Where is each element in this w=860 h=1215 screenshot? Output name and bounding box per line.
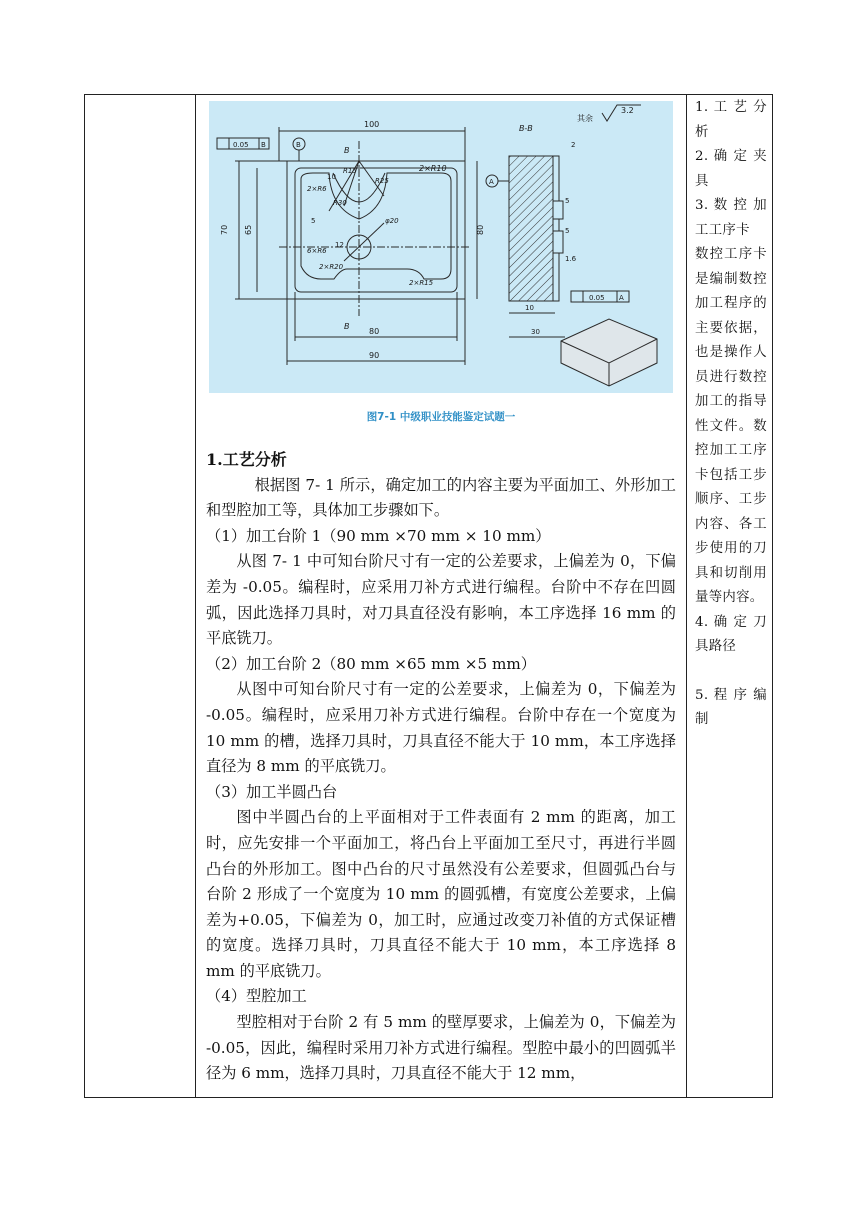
- label-r25: R25: [375, 177, 389, 185]
- drawing-background: [209, 101, 673, 393]
- step4-title: （4）型腔加工: [206, 987, 307, 1006]
- section-step: [553, 156, 559, 301]
- label-datum-a: A: [489, 178, 494, 186]
- section1-title: 1.工艺分析: [206, 450, 287, 469]
- label-tol-left: 0.05: [233, 141, 249, 149]
- label-dim-30: 30: [531, 328, 540, 336]
- side-item-3: 3. 数 控 加工工序卡: [695, 198, 767, 238]
- label-dim-100: 100: [364, 120, 380, 129]
- section-slot-1: [553, 201, 563, 219]
- side-item-3-body: 数控工序卡是编制数控加工程序的主要依据，也是操作人员进行数控加工的指导性文件。数控加工工序卡包括工步顺序、工步内容、各工步使用的刀具和切削用量等内容。: [695, 247, 767, 605]
- side-item-2: 2. 确 定 夹具: [695, 149, 767, 189]
- side-item-4: 4. 确 定 刀具路径: [695, 614, 767, 654]
- label-tol-5b: 5: [565, 227, 570, 235]
- label-tol-right: 0.05: [589, 294, 605, 302]
- label-r30: R30: [333, 199, 347, 207]
- lesson-table: [84, 94, 773, 1098]
- label-phi20: φ20: [385, 217, 399, 225]
- side-gap: [695, 660, 767, 684]
- left-blank-cell: [85, 95, 196, 1098]
- label-roughness-val: 3.2: [621, 106, 634, 115]
- diameter-leader: [344, 223, 384, 261]
- main-content-cell: [196, 95, 687, 1098]
- side-notes-cell: [687, 95, 773, 1098]
- label-r6-top: 2×R6: [307, 185, 327, 193]
- label-dim-65: 65: [244, 224, 253, 235]
- label-roughness-rest: 其余: [577, 114, 593, 123]
- side-item-5: 5. 程 序 编制: [695, 687, 767, 727]
- step2-title: （2）加工台阶 2（80 mm ×65 mm ×5 mm）: [206, 654, 536, 673]
- label-r15-top: R15: [343, 167, 357, 175]
- label-r6-left: 6×R6: [307, 247, 327, 255]
- label-dim-10h: 10: [525, 304, 534, 312]
- label-b-bottom: B: [344, 322, 350, 331]
- label-dim-80v: 80: [476, 224, 485, 235]
- engineering-drawing: [209, 101, 673, 393]
- step4-body: 型腔相对于台阶 2 有 5 mm 的壁厚要求，上偏差为 0，下偏差为 -0.05，因此，编程时采用刀补方式进行编程。型腔中最小的凹圆弧半径为 6 mm，选择刀具时，刀具直径不能大于 12 mm，: [206, 1013, 676, 1083]
- technical-drawing-figure: [209, 101, 673, 425]
- label-dim-70: 70: [220, 224, 229, 235]
- side-item-1: 1. 工 艺 分析: [695, 100, 767, 140]
- label-dim-5: 5: [311, 217, 316, 225]
- step1-body: 从图 7- 1 中可知台阶尺寸有一定的公差要求，上偏差为 0，下偏差为 -0.05。编程时，应采用刀补方式进行编程。台阶中不存在凹圆弧，因此选择刀具时，对刀具直径没有影响，本工序选择 16 mm 的平底铣刀。: [206, 552, 676, 648]
- label-tol-5a: 5: [565, 197, 570, 205]
- label-section-bb: B-B: [519, 124, 533, 133]
- label-dim-12: 12: [335, 241, 344, 249]
- intro-paragraph: 根据图 7- 1 所示，确定加工的内容主要为平面加工、外形加工和型腔加工等，具体加工步骤如下。: [206, 475, 676, 520]
- figure-caption: 图7-1 中级职业技能鉴定试题一: [366, 411, 516, 423]
- label-tol-left-ref: B: [261, 141, 266, 149]
- label-r20: 2×R20: [319, 263, 344, 271]
- label-r10: 2×R10: [419, 164, 447, 173]
- label-tol-2: 2: [571, 141, 576, 149]
- label-r15-bottom: 2×R15: [409, 279, 434, 287]
- section-body: [509, 156, 553, 301]
- step3-body: 图中半圆凸台的上平面相对于工件表面有 2 mm 的距离，加工时，应先安排一个平面加工，将凸台上平面加工至尺寸，再进行半圆凸台的外形加工。图中凸台的尺寸虽然没有公差要求，但圆弧凸台与台阶 2 形成了一个宽度为 10 mm 的圆弧槽，有宽度公差要求，上偏差为+0.05，下偏差为 0，加工时，应通过改变刀补值的方式保证槽的宽度。选择刀具时，刀具直径不能大于 10 mm，本工序选择 8 mm 的平底铣刀。: [206, 808, 676, 980]
- label-datum-b: B: [296, 141, 301, 149]
- label-dim-90: 90: [369, 351, 380, 360]
- step1-title: （1）加工台阶 1（90 mm ×70 mm × 10 mm）: [206, 526, 551, 545]
- label-dim-16: 1.6: [565, 255, 577, 263]
- section-slot-2: [553, 231, 563, 253]
- label-dim-80h: 80: [369, 327, 380, 336]
- step2-body: 从图中可知台阶尺寸有一定的公差要求，上偏差为 0，下偏差为 -0.05。编程时，应采用刀补方式进行编程。台阶中存在一个宽度为 10 mm 的槽，选择刀具时，刀具直径不能大于 10 mm，本工序选择直径为 8 mm 的平底铣刀。: [206, 680, 676, 776]
- step3-title: （3）加工半圆凸台: [206, 782, 338, 801]
- label-num-10: 10: [327, 173, 336, 181]
- label-tol-right-ref: A: [619, 294, 624, 302]
- label-b-top: B: [344, 146, 350, 155]
